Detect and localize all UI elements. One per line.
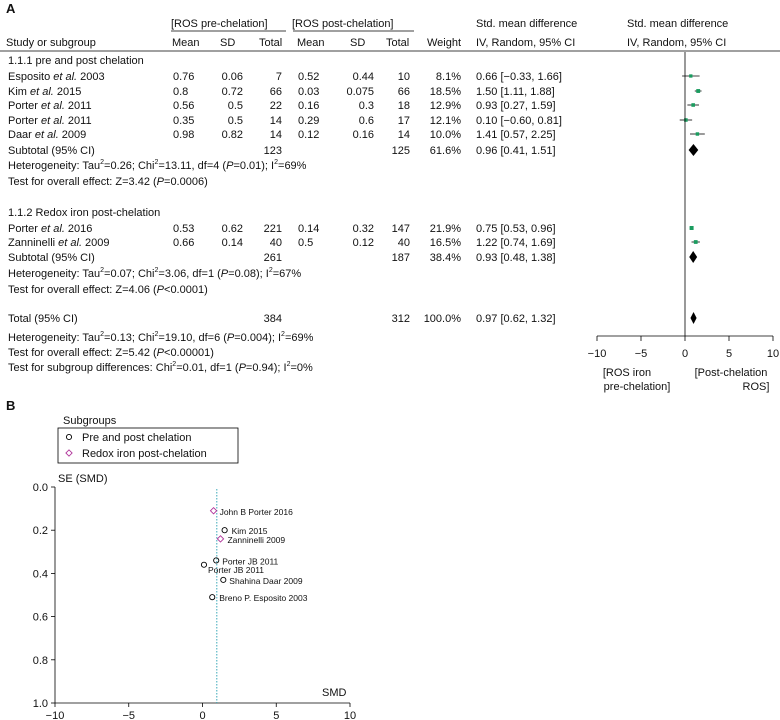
study-0-1-total-post: 66 bbox=[397, 86, 410, 98]
study-1-1-sd-pre: 0.14 bbox=[221, 237, 243, 249]
study-0-2-weight: 12.9% bbox=[429, 100, 461, 112]
panel-b-label: B bbox=[6, 398, 16, 413]
header-mean-post: Mean bbox=[297, 37, 325, 49]
study-0-3-total-post: 17 bbox=[397, 115, 410, 127]
header-post-group: [ROS post-chelation] bbox=[292, 18, 394, 30]
study-0-3-ci: 0.10 [−0.60, 0.81] bbox=[476, 115, 562, 127]
favours-right-line1: [Post-chelation bbox=[694, 367, 768, 379]
study-year: 2009 bbox=[58, 129, 87, 141]
study-0-3-sd-post: 0.6 bbox=[358, 115, 374, 127]
subtotal-0-total-pre: 123 bbox=[263, 145, 282, 157]
study-name bbox=[8, 223, 92, 235]
study-etal: et al. bbox=[55, 237, 82, 249]
header-study: Study or subgroup bbox=[6, 37, 96, 49]
subtotal-1-ci: 0.93 [0.48, 1.38] bbox=[476, 252, 556, 264]
subgroup-1-heterogeneity: Heterogeneity: Tau$^2$=0.26; Chi$^2$=13.11, df=4 (P=0.01); $I^2=69\%$ bbox=[8, 159, 307, 172]
study-author: Esposito bbox=[8, 71, 51, 83]
study-0-2-mean-post: 0.16 bbox=[298, 100, 320, 112]
study-effect-marker bbox=[690, 226, 694, 230]
forest-plot bbox=[588, 52, 779, 360]
total-total-pre: 384 bbox=[263, 313, 282, 325]
funnel-point-diamond bbox=[217, 536, 223, 542]
study-1-1-sd-post: 0.12 bbox=[352, 237, 374, 249]
study-0-0-weight: 8.1% bbox=[435, 71, 461, 83]
header-weight: Weight bbox=[427, 37, 462, 49]
study-name bbox=[8, 86, 81, 98]
study-0-1-mean-post: 0.03 bbox=[298, 86, 320, 98]
study-author: Zanninelli bbox=[8, 237, 56, 249]
study-0-0-mean-post: 0.52 bbox=[298, 71, 320, 83]
subtotal-diamond bbox=[689, 144, 699, 156]
subtotal-1-weight: 38.4% bbox=[429, 252, 461, 264]
study-1-1-total-post: 40 bbox=[397, 237, 410, 249]
study-etal: et al. bbox=[26, 86, 54, 98]
subgroup-2-title: 1.1.2 Redox iron post-chelation bbox=[8, 207, 161, 219]
study-etal: et al. bbox=[37, 115, 65, 127]
panel-a-label: A bbox=[6, 1, 16, 16]
funnel-x-tick-label: −10 bbox=[45, 710, 65, 720]
study-year: 2011 bbox=[64, 115, 92, 127]
study-effect-marker bbox=[696, 89, 700, 93]
header-total-post: Total bbox=[386, 37, 410, 49]
funnel-point-circle bbox=[222, 528, 227, 533]
forest-x-tick-label: 0 bbox=[681, 348, 689, 360]
study-1-1-mean-pre: 0.66 bbox=[173, 237, 195, 249]
study-1-1-total-pre: 40 bbox=[269, 237, 282, 249]
subtotal-label: Subtotal (95% CI) bbox=[8, 252, 95, 264]
study-etal: et al. bbox=[37, 223, 65, 235]
funnel-x-tick-label: 5 bbox=[273, 710, 280, 720]
study-0-4-total-post: 14 bbox=[397, 129, 410, 141]
funnel-x-axis-label: SMD bbox=[322, 687, 347, 699]
study-1-0-total-post: 147 bbox=[391, 223, 410, 235]
forest-x-tick-label: −10 bbox=[587, 348, 607, 360]
study-1-0-sd-pre: 0.62 bbox=[221, 223, 243, 235]
funnel-point-label: John B Porter 2016 bbox=[219, 506, 293, 517]
study-0-4-ci: 1.41 [0.57, 2.25] bbox=[476, 129, 556, 141]
study-0-3-sd-pre: 0.5 bbox=[227, 115, 243, 127]
funnel-point-circle bbox=[221, 577, 226, 582]
funnel-x-tick-label: 0 bbox=[199, 710, 206, 720]
study-0-3-mean-pre: 0.35 bbox=[173, 115, 195, 127]
study-1-0-total-pre: 221 bbox=[263, 223, 282, 235]
subgroup-1-overall-effect: Test for overall effect: Z=3.42 (P=0.0006) bbox=[8, 176, 208, 188]
study-1-0-mean-post: 0.14 bbox=[298, 223, 320, 235]
funnel-point-label: Breno P. Esposito 2003 bbox=[219, 593, 308, 604]
legend-title: Subgroups bbox=[63, 415, 117, 427]
favours-right-line2: ROS] bbox=[742, 381, 770, 393]
study-0-4-sd-pre: 0.82 bbox=[221, 129, 243, 141]
study-1-1-ci: 1.22 [0.74, 1.69] bbox=[476, 237, 556, 249]
subgroup-differences-test: Test for subgroup differences: Chi$^2$=0.01, df=1 (P=0.94); $I^2=0\%$ bbox=[8, 361, 313, 374]
study-0-1-total-pre: 66 bbox=[269, 86, 282, 98]
total-ci: 0.97 [0.62, 1.32] bbox=[476, 313, 556, 325]
funnel-point-label: Shahina Daar 2009 bbox=[229, 575, 303, 586]
study-0-2-mean-pre: 0.56 bbox=[173, 100, 195, 112]
study-year: 2009 bbox=[82, 237, 110, 249]
study-name bbox=[8, 100, 92, 112]
study-year: 2015 bbox=[53, 86, 82, 98]
study-0-4-weight: 10.0% bbox=[429, 129, 461, 141]
study-0-1-sd-pre: 0.72 bbox=[221, 86, 243, 98]
header-ci: IV, Random, 95% CI bbox=[476, 37, 576, 49]
funnel-x-tick-label: 10 bbox=[343, 710, 357, 720]
subtotal-0-weight: 61.6% bbox=[429, 145, 461, 157]
subtotal-0-total-post: 125 bbox=[391, 145, 410, 157]
study-1-0-sd-post: 0.32 bbox=[352, 223, 374, 235]
subtotal-0-ci: 0.96 [0.41, 1.51] bbox=[476, 145, 556, 157]
header-sd-post: SD bbox=[350, 37, 366, 49]
study-author: Daar bbox=[8, 129, 32, 141]
study-1-0-weight: 21.9% bbox=[429, 223, 461, 235]
study-effect-marker bbox=[696, 132, 699, 135]
forest-x-tick-label: 5 bbox=[725, 348, 733, 360]
favours-left-line1: [ROS iron bbox=[602, 367, 652, 379]
funnel-plot bbox=[33, 482, 356, 720]
study-0-1-sd-post: 0.075 bbox=[346, 86, 374, 98]
study-effect-marker bbox=[689, 74, 692, 77]
funnel-point-label: Porter JB 2011 bbox=[207, 564, 265, 575]
study-year: 2011 bbox=[64, 100, 92, 112]
study-name bbox=[8, 129, 86, 141]
study-0-2-sd-pre: 0.5 bbox=[227, 100, 243, 112]
header-mean-pre: Mean bbox=[172, 37, 200, 49]
favours-left-line2: pre-chelation] bbox=[603, 381, 671, 393]
subgroup-1-title: 1.1.1 pre and post chelation bbox=[8, 55, 144, 67]
study-0-3-mean-post: 0.29 bbox=[298, 115, 320, 127]
forest-x-tick-label: −5 bbox=[634, 348, 648, 360]
subtotal-diamond bbox=[689, 251, 697, 263]
study-0-2-total-post: 18 bbox=[397, 100, 410, 112]
header-plot-ci: IV, Random, 95% CI bbox=[627, 37, 727, 49]
header-pre-group: [ROS pre-chelation] bbox=[171, 18, 268, 30]
funnel-y-tick-label: 0.6 bbox=[32, 611, 48, 624]
study-author: Kim bbox=[8, 86, 27, 98]
study-0-1-ci: 1.50 [1.11, 1.88] bbox=[476, 86, 555, 98]
funnel-y-tick-label: 0.4 bbox=[32, 568, 48, 581]
study-0-1-mean-pre: 0.8 bbox=[173, 86, 189, 98]
study-effect-marker bbox=[694, 240, 698, 244]
funnel-point-circle bbox=[210, 595, 215, 600]
study-1-0-ci: 0.75 [0.53, 0.96] bbox=[476, 223, 556, 235]
funnel-point-diamond bbox=[210, 508, 216, 514]
funnel-x-tick-label: −5 bbox=[122, 710, 136, 720]
forest-x-tick-label: 10 bbox=[766, 348, 780, 360]
study-1-1-weight: 16.5% bbox=[429, 237, 461, 249]
study-0-4-sd-post: 0.16 bbox=[352, 129, 374, 141]
total-weight: 100.0% bbox=[423, 313, 461, 325]
study-0-2-ci: 0.93 [0.27, 1.59] bbox=[476, 100, 556, 112]
funnel-point-circle bbox=[214, 558, 219, 563]
study-name bbox=[8, 71, 105, 83]
study-0-4-total-pre: 14 bbox=[269, 129, 282, 141]
study-author: Porter bbox=[8, 223, 38, 235]
funnel-y-tick-label: 0.8 bbox=[32, 654, 48, 667]
subgroup-2-heterogeneity: Heterogeneity: Tau$^2$=0.07; Chi$^2$=3.06, df=1 (P=0.08); $I^2=67\%$ bbox=[8, 267, 302, 280]
study-0-2-total-pre: 22 bbox=[269, 100, 282, 112]
study-effect-marker bbox=[691, 103, 695, 107]
legend-item-pre-post: Pre and post chelation bbox=[82, 432, 192, 444]
study-year: 2003 bbox=[77, 71, 105, 83]
total-label: Total (95% CI) bbox=[8, 313, 78, 325]
study-0-4-mean-pre: 0.98 bbox=[173, 129, 195, 141]
funnel-point-label: Porter JB 2011 bbox=[222, 556, 279, 567]
header-sd-pre: SD bbox=[220, 37, 236, 49]
subgroup-2-overall-effect: Test for overall effect: Z=4.06 (P<0.0001) bbox=[8, 284, 208, 296]
study-name bbox=[8, 115, 92, 127]
study-etal: et al. bbox=[50, 71, 78, 83]
study-0-4-mean-post: 0.12 bbox=[298, 129, 320, 141]
study-name bbox=[8, 237, 110, 249]
subtotal-1-total-post: 187 bbox=[391, 252, 410, 264]
study-1-1-mean-post: 0.5 bbox=[298, 237, 314, 249]
legend-item-redox: Redox iron post-chelation bbox=[82, 448, 207, 460]
header-smd-plot-group: Std. mean difference bbox=[627, 18, 729, 30]
study-0-1-weight: 18.5% bbox=[429, 86, 461, 98]
funnel-y-tick-label: 0.0 bbox=[32, 482, 48, 494]
total-overall-effect: Test for overall effect: Z=5.42 (P<0.00001) bbox=[8, 347, 214, 359]
total-heterogeneity: Heterogeneity: Tau$^2$=0.13; Chi$^2$=19.10, df=6 (P=0.004); $I^2=69\%$ bbox=[8, 331, 314, 344]
funnel-point-label: Zanninelli 2009 bbox=[227, 534, 286, 545]
study-0-2-sd-post: 0.3 bbox=[358, 100, 374, 112]
study-1-0-mean-pre: 0.53 bbox=[173, 223, 195, 235]
funnel-y-axis-label: SE (SMD) bbox=[58, 473, 108, 485]
study-0-0-ci: 0.66 [−0.33, 1.66] bbox=[476, 71, 562, 83]
study-author: Porter bbox=[8, 100, 38, 112]
study-0-0-mean-pre: 0.76 bbox=[173, 71, 195, 83]
study-etal: et al. bbox=[31, 129, 59, 141]
funnel-point-circle bbox=[201, 562, 206, 567]
study-year: 2016 bbox=[64, 223, 93, 235]
study-author: Porter bbox=[8, 115, 38, 127]
funnel-y-tick-label: 0.2 bbox=[32, 525, 48, 538]
header-smd-ci-group: Std. mean difference bbox=[476, 18, 578, 30]
study-0-3-total-pre: 14 bbox=[269, 115, 282, 127]
funnel-point-label: Kim 2015 bbox=[231, 526, 268, 537]
study-0-0-total-post: 10 bbox=[397, 71, 410, 83]
study-0-0-sd-post: 0.44 bbox=[352, 71, 374, 83]
subtotal-label: Subtotal (95% CI) bbox=[8, 145, 95, 157]
study-0-0-total-pre: 7 bbox=[275, 71, 282, 83]
total-diamond bbox=[690, 312, 696, 324]
study-0-3-weight: 12.1% bbox=[429, 115, 461, 127]
total-total-post: 312 bbox=[391, 313, 410, 325]
subtotal-1-total-pre: 261 bbox=[263, 252, 282, 264]
funnel-y-tick-label: 1.0 bbox=[32, 698, 48, 710]
study-etal: et al. bbox=[37, 100, 65, 112]
header-total-pre: Total bbox=[259, 37, 283, 49]
study-0-0-sd-pre: 0.06 bbox=[221, 71, 243, 83]
